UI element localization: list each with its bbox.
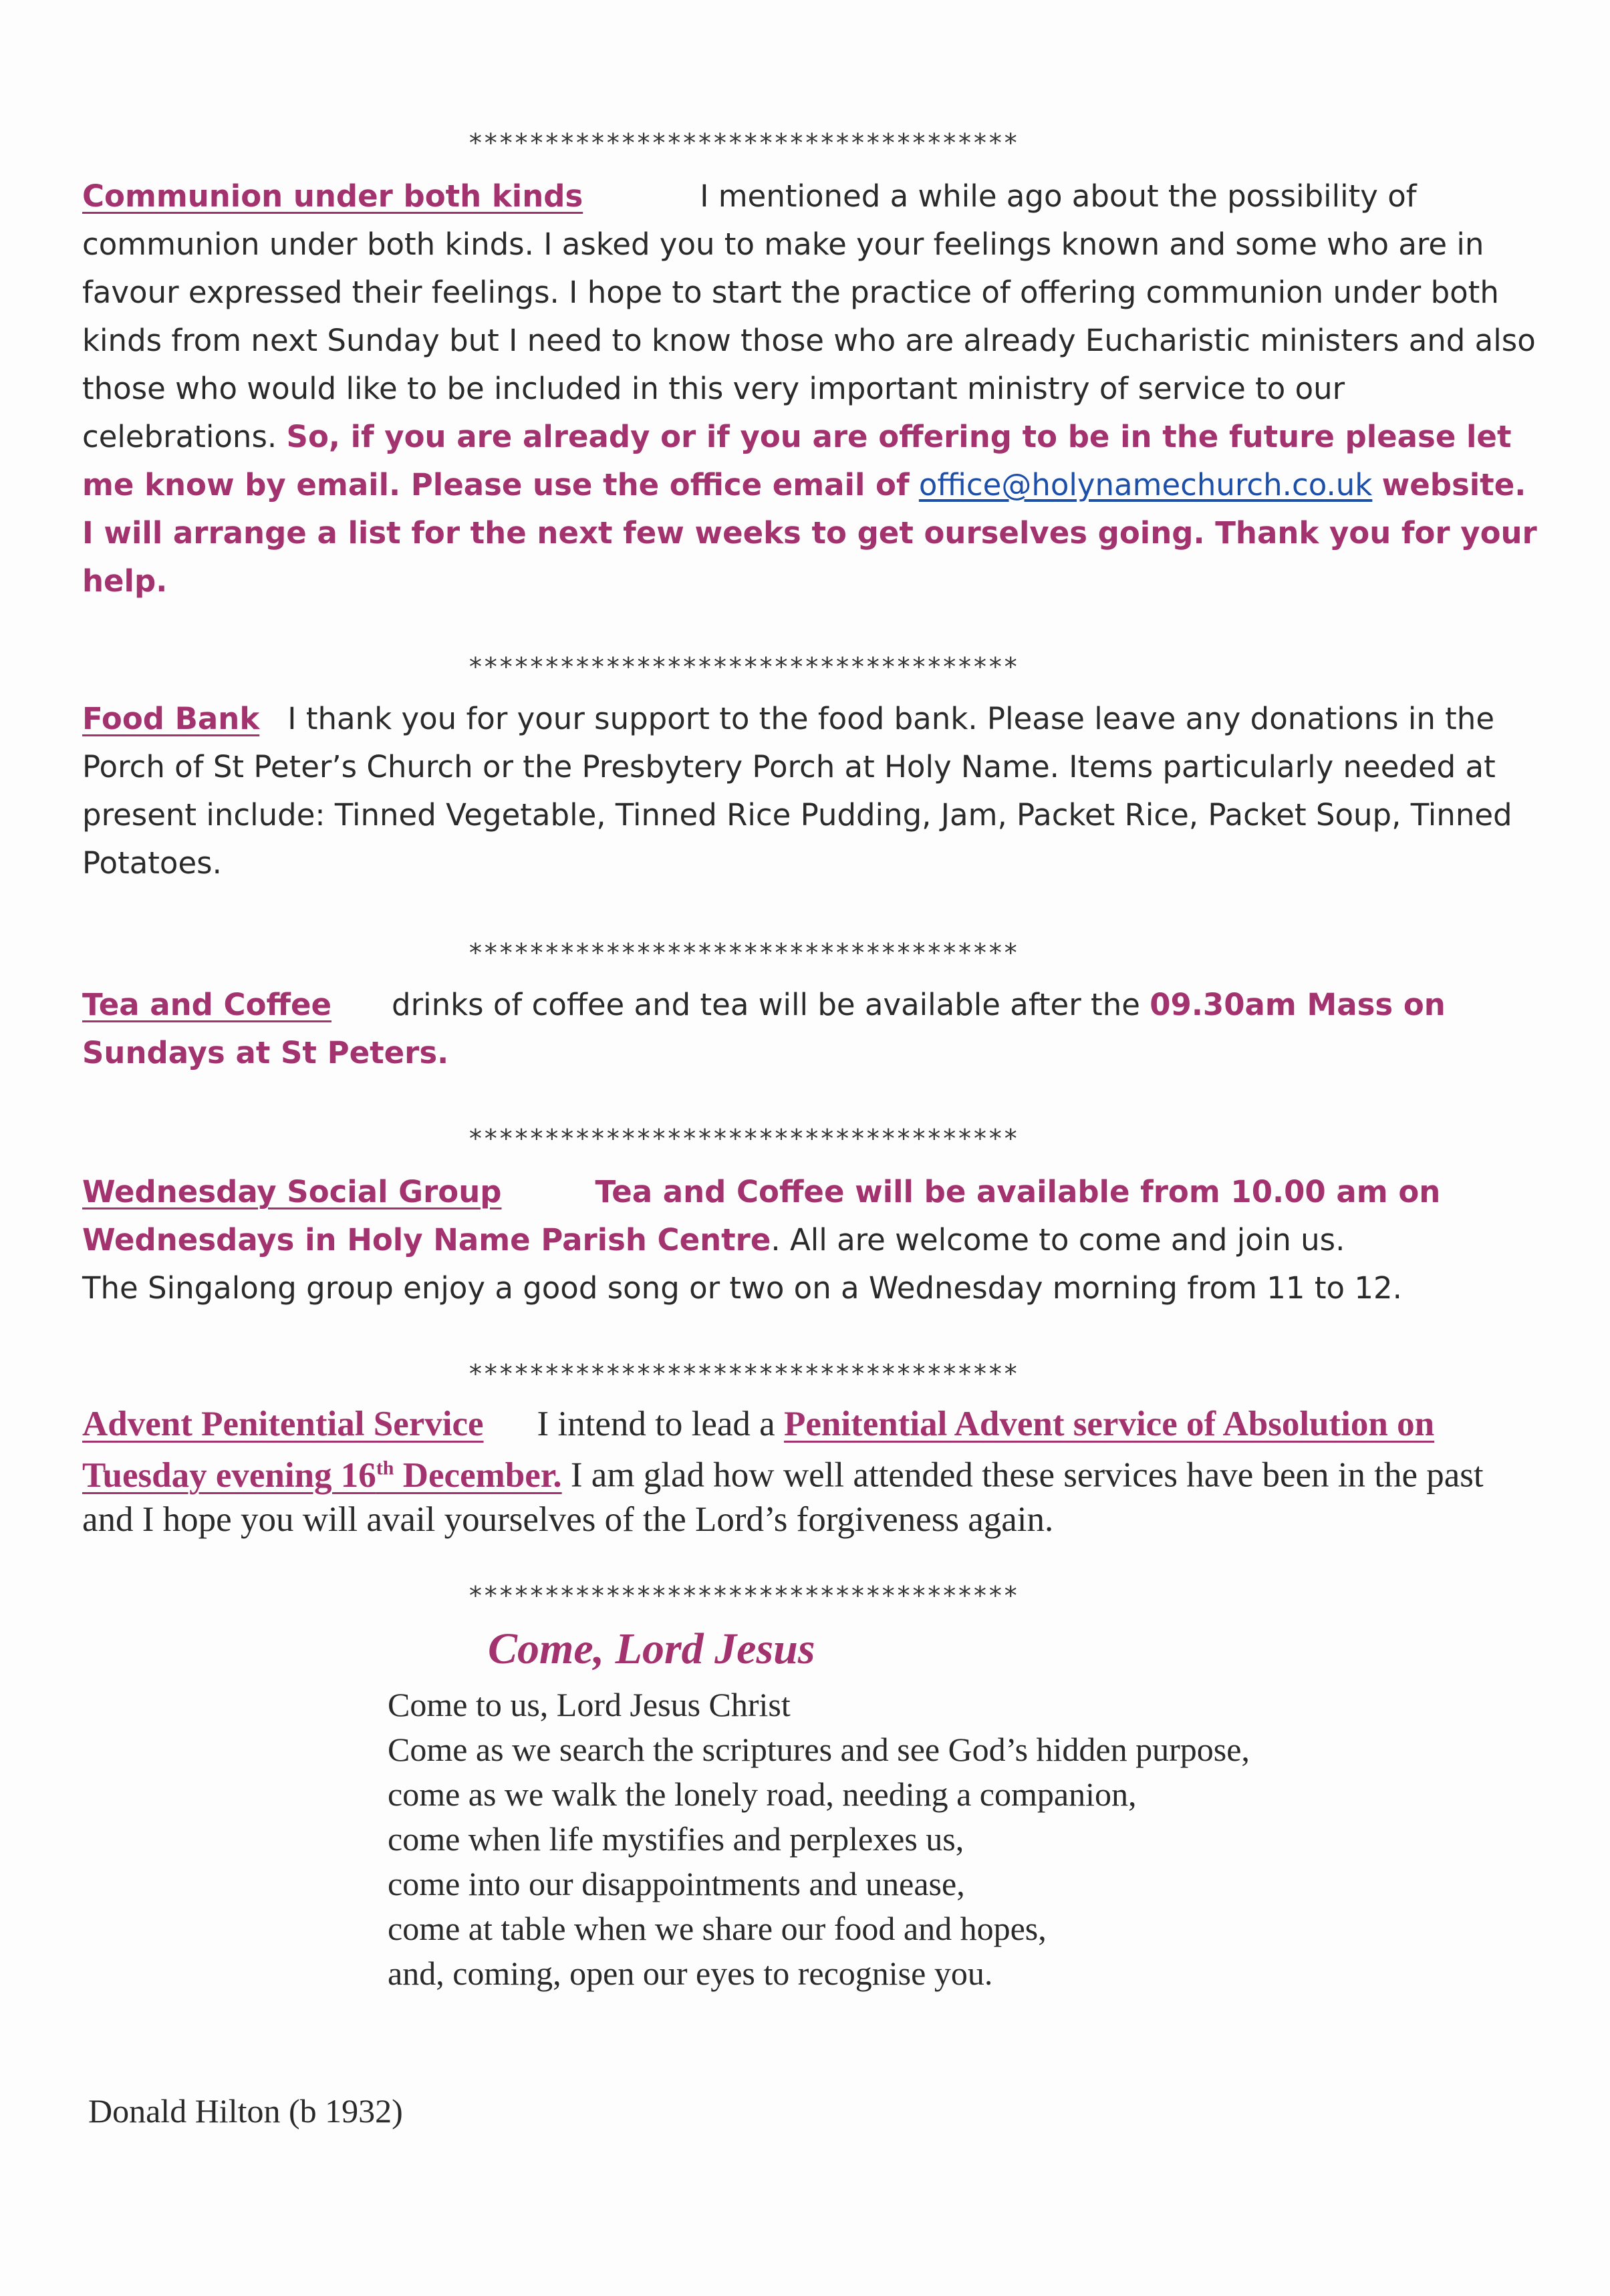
advent-section [82, 1402, 1539, 1542]
prayer-title: Come, Lord Jesus [488, 1624, 815, 1673]
prayer-line: Come as we search the scriptures and see God’s hidden purpose, [388, 1731, 1250, 1768]
prayer-line: come as we walk the lonely road, needing a companion, [388, 1775, 1137, 1813]
separator: ************************************ [468, 652, 1019, 682]
wednesday-singalong: The Singalong group enjoy a good song or two on a Wednesday morning from 11 to 12. [82, 1270, 1402, 1306]
food-bank-text: I thank you for your support to the food bank. Please leave any donations in the Porch of St Peter’s Church or the Presbytery Porch at Holy Name. Items particularly needed at present include: Tinned Vegetable, Tinned Rice Pudding, Jam, Packet Rice, Packet Soup, Tinned Potatoes. [82, 701, 1512, 881]
wednesday-section [82, 1168, 1539, 1312]
communion-section [82, 172, 1539, 605]
wednesday-highlight: Tea and Coffee will be available from 10.00 am on Wednesdays in Holy Name Parish Centre [82, 1174, 1441, 1258]
office-email-link[interactable]: office@holynamechurch.co.uk [918, 467, 1373, 503]
prayer-line: come at table when we share our food and hopes, [388, 1910, 1047, 1947]
communion-heading: Communion under both kinds [82, 178, 583, 214]
separator: ************************************ [468, 1124, 1019, 1153]
prayer-author: Donald Hilton (b 1932) [88, 2092, 403, 2130]
advent-intro: I intend to lead a [537, 1405, 775, 1443]
advent-service-highlight: Penitential Advent service of Absolution on Tuesday evening 16th December. [82, 1405, 1435, 1495]
tea-coffee-time: 09.30am Mass on Sundays at St Peters. [82, 987, 1446, 1070]
advent-text: I am glad how well attended these services have been in the past and I hope you will avail yourselves of the Lord’s forgiveness again. [82, 1455, 1484, 1539]
prayer-line: and, coming, open our eyes to recognise you. [388, 1955, 993, 1992]
separator: ************************************ [468, 1581, 1019, 1610]
communion-request: So, if you are already or if you are offering to be in the future please let me know by email. Please use the office email of [82, 419, 1512, 503]
prayer-text [388, 1683, 1390, 1996]
communion-text: I mentioned a while ago about the possibility of communion under both kinds. I asked you to make your feelings known and some who are in favour expressed their feelings. I hope to start the practice of offering communion under both kinds from next Sunday but I need to know those who are already Eucharistic ministers and also those who would like to be included in this very important ministry of service to our celebrations. [82, 178, 1536, 454]
separator: ************************************ [468, 128, 1019, 158]
food-bank-heading: Food Bank [82, 701, 260, 736]
wednesday-text: . All are welcome to come and join us. [771, 1222, 1345, 1258]
food-bank-section [82, 695, 1539, 887]
tea-coffee-section [82, 981, 1539, 1077]
advent-heading: Advent Penitential Service [82, 1405, 484, 1443]
tea-coffee-text: drinks of coffee and tea will be available after the [392, 987, 1140, 1022]
separator: ************************************ [468, 938, 1019, 968]
communion-closing: website. I will arrange a list for the next few weeks to get ourselves going. Thank you for your help. [82, 467, 1537, 599]
prayer-line: Come to us, Lord Jesus Christ [388, 1686, 791, 1723]
prayer-line: come when life mystifies and perplexes us, [388, 1820, 964, 1858]
tea-coffee-heading: Tea and Coffee [82, 987, 331, 1022]
prayer-line: come into our disappointments and unease, [388, 1865, 965, 1902]
wednesday-heading: Wednesday Social Group [82, 1174, 502, 1209]
separator: ************************************ [468, 1359, 1019, 1389]
